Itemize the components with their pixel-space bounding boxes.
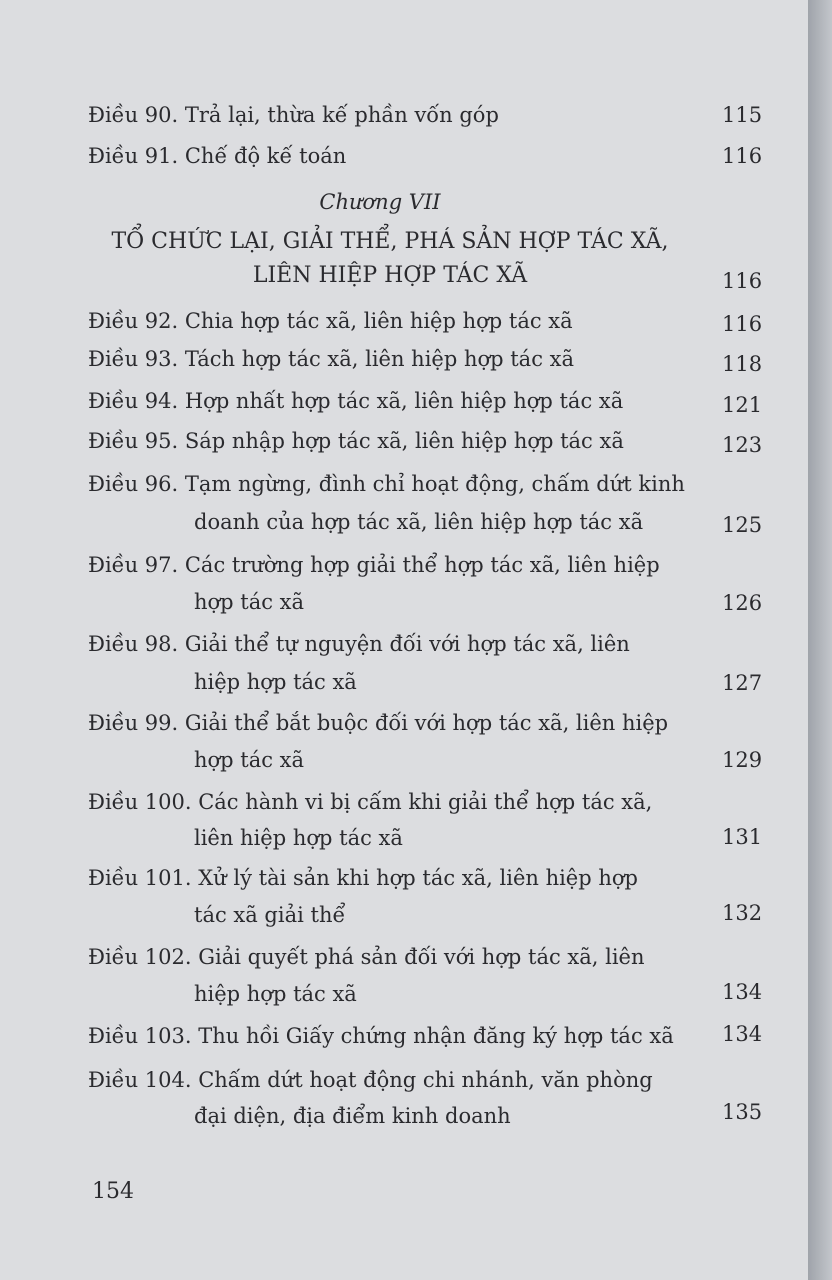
chapter-title-line1: TỔ CHỨC LẠI, GIẢI THỂ, PHÁ SẢN HỢP TÁC XÃ, (111, 229, 669, 254)
toc-entry-92: Điều 92. Chia hợp tác xã, liên hiệp hợp tác xã (88, 309, 573, 333)
toc-page-95: 123 (722, 433, 763, 457)
toc-page-91: 116 (722, 144, 763, 168)
toc-entry-104: Điều 104. Chấm dứt hoạt động chi nhánh, văn phòng (88, 1068, 653, 1092)
toc-page-99: 129 (722, 748, 763, 772)
toc-entry-94: Điều 94. Hợp nhất hợp tác xã, liên hiệp hợp tác xã (88, 389, 624, 413)
toc-page-103: 134 (722, 1022, 763, 1046)
toc-entry-93: Điều 93. Tách hợp tác xã, liên hiệp hợp tác xã (88, 347, 575, 371)
toc-entry-96: Điều 96. Tạm ngừng, đình chỉ hoạt động, chấm dứt kinh (88, 472, 685, 496)
toc-page-97: 126 (722, 591, 763, 615)
toc-entry-97: Điều 97. Các trường hợp giải thể hợp tác xã, liên hiệp (88, 553, 660, 577)
toc-page-94: 121 (722, 393, 763, 417)
page-edge (808, 0, 832, 1280)
toc-page-100: 131 (722, 825, 763, 849)
page-number: 154 (92, 1179, 134, 1204)
toc-entry-101-cont: tác xã giải thể (194, 903, 346, 927)
toc-page-104: 135 (722, 1100, 763, 1124)
toc-page-93: 118 (722, 352, 763, 376)
chapter-page: 116 (722, 269, 763, 293)
toc-page-92: 116 (722, 312, 763, 336)
toc-page-101: 132 (722, 901, 763, 925)
toc-entry-91: Điều 91. Chế độ kế toán (88, 144, 347, 168)
chapter-title-line2: LIÊN HIỆP HỢP TÁC XÃ (252, 263, 528, 288)
toc-entry-104-cont: đại diện, địa điểm kinh doanh (194, 1104, 511, 1128)
toc-entry-100: Điều 100. Các hành vi bị cấm khi giải thể hợp tác xã, (88, 790, 653, 814)
toc-page-102: 134 (722, 980, 763, 1004)
toc-entry-101: Điều 101. Xử lý tài sản khi hợp tác xã, liên hiệp hợp (88, 866, 638, 890)
toc-entry-100-cont: liên hiệp hợp tác xã (194, 826, 403, 850)
toc-entry-103: Điều 103. Thu hồi Giấy chứng nhận đăng ký hợp tác xã (88, 1024, 674, 1048)
toc-entry-96-cont: doanh của hợp tác xã, liên hiệp hợp tác xã (194, 510, 644, 534)
toc-entry-95: Điều 95. Sáp nhập hợp tác xã, liên hiệp hợp tác xã (88, 429, 624, 453)
toc-entry-102-cont: hiệp hợp tác xã (194, 982, 357, 1006)
toc-entry-99-cont: hợp tác xã (194, 748, 305, 772)
toc-page-96: 125 (722, 513, 763, 537)
toc-entry-98-cont: hiệp hợp tác xã (194, 670, 357, 694)
toc-entry-98: Điều 98. Giải thể tự nguyện đối với hợp tác xã, liên (88, 632, 630, 656)
toc-entry-90: Điều 90. Trả lại, thừa kế phần vốn góp (88, 103, 499, 127)
toc-entry-102: Điều 102. Giải quyết phá sản đối với hợp tác xã, liên (88, 945, 645, 969)
toc-entry-99: Điều 99. Giải thể bắt buộc đối với hợp tác xã, liên hiệp (88, 711, 669, 735)
toc-page-98: 127 (722, 671, 763, 695)
toc-page-90: 115 (722, 103, 763, 127)
chapter-label: Chương VII (319, 190, 441, 214)
toc-entry-97-cont: hợp tác xã (194, 590, 305, 614)
